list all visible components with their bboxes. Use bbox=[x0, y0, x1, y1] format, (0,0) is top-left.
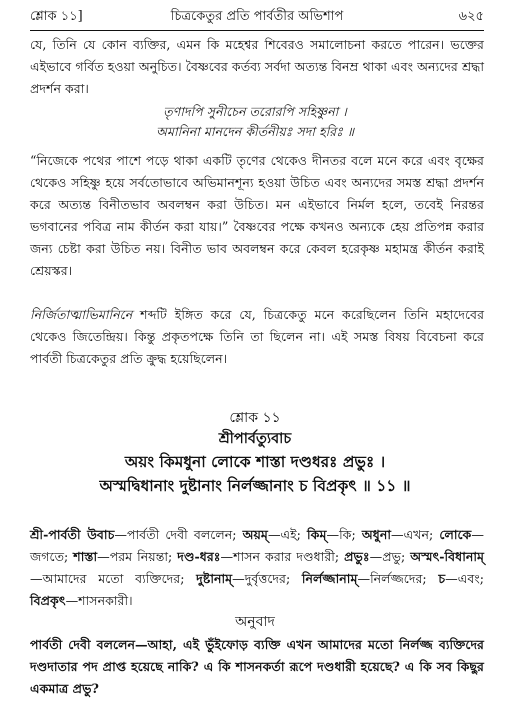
running-header bbox=[30, 6, 484, 28]
header-verse-ref: শ্লোক ১১] bbox=[30, 9, 83, 24]
synonym-term: দণ্ড-ধরঃ bbox=[177, 549, 221, 564]
synonym-meaning: —এই; bbox=[267, 527, 308, 542]
synonym-term: অধুনা bbox=[361, 527, 391, 542]
verse-speaker: শ্রীপার্বত্যুবাচ bbox=[218, 430, 292, 447]
synonym-meaning: —এখন; bbox=[391, 527, 440, 542]
purport-paragraph-2: “নিজেকে পথের পাশে পড়ে থাকা একটি তৃণের থেকেও দীনতর বলে মনে করে এবং বৃক্ষের থেকেও সহিষ্ণু হয়ে সর্বতোভাবে অভিমানশূন্য হওয়া উচিত এবং অন্যদের সমস্ত শ্রদ্ধা প্রদর্শন করে অত্যন্ত বিনীতভাব অবলম্বন করা উচিত। মন এইভাবে নির্মল হলে, তবেই নিরন্তর ভগবানের পবিত্র নাম কীর্তন করা যায়।” বৈষ্ণবের পক্ষে কখনও অন্যকে হেয় প্রতিপন্ন করার জন্য চেষ্টা করা উচিত নয়। বিনীত ভাব অবলম্বন করে কেবল হরেকৃষ্ণ মহামন্ত্র কীর্তন করাই শ্রেয়স্কর। bbox=[30, 153, 484, 278]
synonym-term: প্রভুঃ bbox=[344, 549, 370, 564]
purport-paragraph-3-text: শব্দটি ইঙ্গিত করে যে, চিত্রকেতু মনে করেছিলেন তিনি মহাদেবের থেকেও জিতেন্দ্রিয়। কিন্তু প্রকৃতপক্ষে তিনি তা ছিলেন না। এই সমস্ত বিষয় বিবেচনা করে পার্বতী চিত্রকেতুর প্রতি ক্রুদ্ধ হয়েছিলেন। bbox=[30, 307, 484, 366]
translation-text: পার্বতী দেবী বললেন—আহা, এই ভুঁইফোড় ব্যক্তি এখন আমাদের মতো নির্লজ্জ ব্যক্তিদের দণ্ডদাতার পদ প্রাপ্ত হয়েছে নাকি? এ কি শাসনকর্তা রূপে দণ্ডধারী হয়েছে? এ কি সব কিছুর একমাত্র প্রভু? bbox=[30, 637, 484, 696]
synonym-meaning: —পার্বতী দেবী বললেন; bbox=[114, 527, 243, 542]
synonym-meaning: —শাসনকারী। bbox=[65, 593, 133, 608]
header-rule bbox=[30, 30, 484, 31]
verse-block bbox=[0, 408, 510, 498]
synonym-meaning: —দুর্বৃত্তদের; bbox=[232, 571, 302, 586]
synonym-term: চ bbox=[438, 571, 446, 586]
synonym-meaning: —আমাদের মতো ব্যক্তিদের; bbox=[30, 571, 197, 586]
synonym-term: দুষ্টানাম্ bbox=[196, 571, 233, 586]
synonym-meaning: —এবং; bbox=[445, 571, 484, 586]
purport-paragraph-3 bbox=[30, 304, 484, 370]
header-page-number: ৬২৫ bbox=[458, 9, 484, 24]
purport-paragraph-1: যে, তিনি যে কোন ব্যক্তির, এমন কি মহেশ্বর শিবেরও সমালোচনা করতে পারেন। ভক্তের এইভাবে গর্বিত হওয়া অনুচিত। বৈষ্ণবের কর্তব্য সর্বদা অত্যন্ত বিনম্র থাকা এবং অন্যদের শ্রদ্ধা প্রদর্শন করা। bbox=[30, 37, 484, 96]
synonym-term: নির্লজ্জানাম্ bbox=[301, 571, 358, 586]
synonym-term: কিম্ bbox=[307, 527, 327, 542]
header-chapter-title: চিত্রকেতুর প্রতি পার্বতীর অভিশাপ bbox=[170, 9, 344, 24]
translation-heading: অনুবাদ bbox=[235, 614, 275, 630]
synonym-meaning: —শাসন করার দণ্ডধারী; bbox=[220, 549, 345, 564]
quoted-verse-line-2: অমানিনা মানদেন কীর্তনীয়ঃ সদা হরিঃ ॥ bbox=[156, 124, 354, 139]
synonym-meaning: —প্রভু; bbox=[369, 549, 411, 564]
verse-line-2: অস্মদ্বিধানাং দুষ্টানাং নির্লজ্জানাং চ বিপ্রকৃৎ ॥ ১১ ॥ bbox=[99, 476, 411, 495]
quoted-verse bbox=[0, 102, 510, 142]
quoted-verse-line-1: তৃণাদপি সুনীচেন তরোরপি সহিষ্ণুনা । bbox=[163, 104, 347, 119]
synonym-term: লোকে bbox=[439, 527, 472, 542]
synonym-meaning: —জগতে; bbox=[30, 527, 484, 564]
synonym-term: অস্মৎ-বিধানাম্ bbox=[410, 549, 485, 564]
synonym-meaning: —নির্লজ্জদের; bbox=[357, 571, 439, 586]
verse-line-1: অয়ং কিমধুনা লোকে শাস্তা দণ্ডধরঃ প্রভুঃ । bbox=[124, 452, 386, 471]
sanskrit-term: নির্জিতাত্মাভিমানিনে bbox=[30, 307, 133, 322]
verse-number: শ্লোক ১১ bbox=[229, 410, 281, 426]
synonym-term: অয়ম্ bbox=[242, 527, 268, 542]
synonym-term: শ্রী-পার্বতী উবাচ bbox=[30, 527, 115, 542]
synonym-term: বিপ্রকৃৎ bbox=[30, 593, 66, 608]
synonym-meaning: —কি; bbox=[326, 527, 362, 542]
synonym-meaning: —পরম নিয়ন্তা; bbox=[97, 549, 178, 564]
synonym-term: শাস্তা bbox=[73, 549, 98, 564]
word-for-word-synonyms bbox=[30, 524, 484, 612]
